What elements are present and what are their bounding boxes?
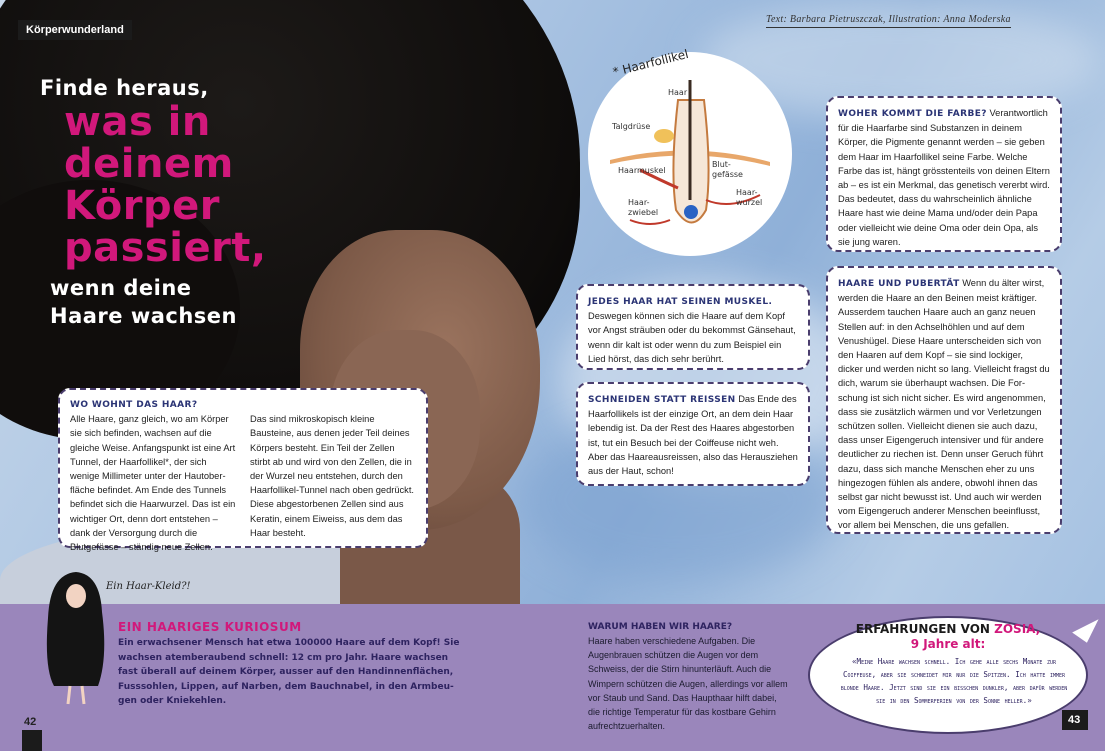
label-blut-1: Blut- [712,160,731,169]
box-schneiden [576,382,810,486]
box-text: Deswegen können sich die Haare auf dem Kopf vor Angst sträuben oder du bekommst Gänsehaut, wenn dir kalt ist oder wenn du zum Beispiel ein Lied hörst, das dich sehr berührt. [588,311,796,364]
blood-vessel [630,220,670,224]
label-wurzel-1: Haar- [736,188,758,197]
box-muskel [576,284,810,370]
hair-follicle-diagram [600,70,780,240]
label-wurzel-2: wurzel [736,198,763,207]
erfahrungen-heading [808,622,1088,652]
girl-caption: Ein Haar-Kleid?! [106,581,191,592]
erfahrungen-age: 9 Jahre alt: [910,637,986,651]
kuriosum-text: Ein erwachsener Mensch hat etwa 100000 Haare auf dem Kopf! Sie wachsen atemberaubend schnell: 12 cm pro Jahr. Haare wachsen fast überall auf deinem Körper, ausser auf den Handinnenflächen, Fusssohlen, Lippen, auf Narben, dem Bauchnabel, in den Armbeugen oder Kniekehlen. [118,638,460,706]
label-haar: Haar [668,88,688,97]
label-talgdruese: Talgdrüse [612,122,651,131]
label-haarmuskel: Haarmuskel [618,166,666,175]
box-title: JEDES HAAR HAT SEINEN MUSKEL. [588,297,773,307]
kuriosum-block [118,620,463,709]
warum-title: WARUM HABEN WIR HAARE? [588,622,733,632]
box-title: SCHNEIDEN STATT REISSEN [588,395,736,405]
erfahrungen-name: ZOSIA, [994,622,1041,636]
headline-pink-1: was in [64,99,211,145]
box-text: Wenn du älter wirst, werden die Haare an den Beinen meist kräftiger. Ausserdem tauchen Haare auch an ganz neuen Stellen auf: in den Achselhöhlen und auf dem Venushügel. Diese Haare unterscheiden sich von den Haaren auf dem Kopf – sie sind lockiger, dicker und werden nicht so lang. Vielleicht fragst du dich, warum sie überhaupt wachsen. Die Forschung ist sich nicht sicher. Es wird angenommen, dass sie zusätzlich wärmen und vor Verletzungen schützen sollen. Vielleicht dienen sie auch dazu, dass unser Eigengeruch intensiver und für andere deutlicher zu riechen ist. Denn unser Geruch führt dazu, dass sich manche Menschen eher zu uns hingezogen fühlen als andere, obwohl ihnen das selbst gar nicht bewusst ist. Und auch wir werden vom Eigengeruch anderer Menschen beeinflusst, vor allem bei Menschen, die uns gefallen. [838,278,1050,531]
erfahrungen-quote: «Meine Haare wachsen schnell. Ich gehe alle sechs Monate zur Coiffeuse, aber sie schneidet mir nur die Spitzen. Ich hatte immer blonde Haare. Jetzt sind sie ein bisschen dunkler, aber dafür werden sie in den Sommerferien von der Sonne heller.» [840,657,1068,705]
label-blut-2: gefässe [712,170,743,179]
section-tag: Körperwunderland [18,20,132,40]
kuriosum-title: EIN HAARIGES KURIOSUM [118,620,302,634]
label-zwiebel-2: zwiebel [628,208,659,217]
box-text-col-2: Das sind mikroskopisch kleine Bausteine, aus denen jeder Teil deines Körpers besteht. Ein Teil der Zellen stirbt ab und wird von den Zellen, die in der Wurzel neu entstehen, durch den Haarfollikel-Tunnel nach oben gedrückt. Diese abgestorbenen Zellen sind aus Keratin, einem Eiweiss, aus dem das Haar besteht. [250,414,414,538]
sebaceous-gland [654,129,674,143]
box-pubertaet [826,266,1062,534]
headline-line-end-1: wenn deine [50,276,192,300]
page-marker-left [22,730,42,751]
hair-bulb [684,205,698,219]
headline-pink-2: deinem [64,141,234,187]
erfahrungen-prefix: ERFAHRUNGEN VON [855,622,995,636]
label-zwiebel-1: Haar- [628,198,650,207]
warum-text: Haare haben verschiedene Aufgaben. Die Augenbrauen schützen die Augen vor dem Schweiss, der die Stirn hinunterläuft. Auch die Wimpern schützen die Augen, allerdings vor allem vor Staub und Sand. Das Haupthaar hilft dabei, die richtige Temperatur für das kostbare Gehirn aufrechtzuerhalten. [588,636,788,732]
box-wo-wohnt [58,388,428,553]
box-text: Verantwortlich für die Haarfarbe sind Substanzen in deinem Körper, die Pigmente genannt werden – sie geben dem Haar im Haarfollikel seine Farbe. Welche Farbe das ist, hängt grösstenteils von deinen Eltern ab – es ist ein Merkmal, das genetisch vererbt wird. Das bedeutet, dass du wahrscheinlich ähnliche Haare hast wie deine Mama und/oder dein Papa oder vielleicht wie deine Oma oder dein Opa, als sie jung waren. [838,108,1050,247]
headline-line-end-2: Haare wachsen [50,304,237,328]
headline-pink-4: passiert, [64,225,267,271]
box-title: HAARE UND PUBERTÄT [838,279,960,289]
headline-pink-3: Körper [64,183,220,229]
headline-line-1: Finde heraus, [40,76,209,100]
box-farbe [826,96,1062,252]
credit-line: Text: Barbara Pietruszczak, Illustration: Anna Moderska [766,14,1011,28]
diagram-title: * Haarfollikel [611,46,690,80]
box-text-col-1: Alle Haare, ganz gleich, wo am Körper sie sich befinden, wachsen auf die gleiche Weise. Anfangspunkt ist eine Art Tunnel, der Haarfollikel*, der sich wenige Millimeter unter der Hautoberfläche befindet. Am Ende des Tunnels befindet sich die Haarwurzel. Das ist ein wichtiger Ort, denn dort entstehen – dank der Versorgung durch die Blutgefässe – ständig neue Zellen. [70,414,236,553]
box-text: Das Ende des Haarfollikels ist der einzige Ort, an dem dein Haar lebendig ist. Da der Rest des Haares abgestorben ist, tut ein Besuch bei der Coiffeuse nicht weh. Aber das Haareausreissen, also das Herausziehen aus der Haut, schon! [588,394,798,477]
page-number-right: 43 [1062,710,1088,730]
page-number-left: 42 [24,716,37,728]
box-title: WOHER KOMMT DIE FARBE? [838,109,987,119]
warum-block [588,622,788,733]
girl-illustration [40,568,112,708]
box-title: WO WOHNT DAS HAAR? [70,400,198,410]
